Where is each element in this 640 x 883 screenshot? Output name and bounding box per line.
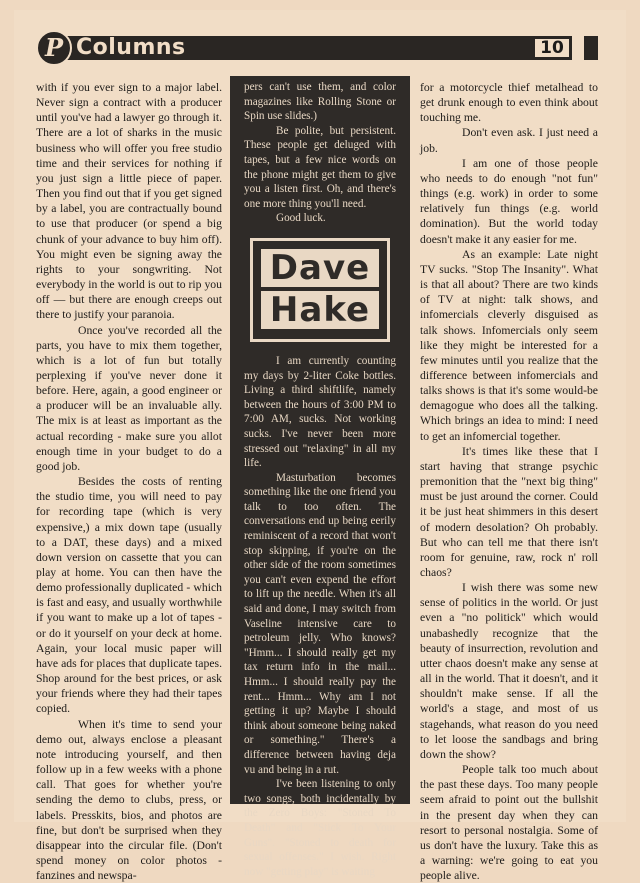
paragraph: I've been listening to only two songs, both incidentally by the Zero Boys: "Stoned To Death" and "Stick To Your Guns". "Stoned to death for sexual offenses." I wish. Right now "getting play" is waiting xyxy=(244,778,396,878)
paragraph: Besides the costs of renting the studio time, you will need to pay for recording tape (which is very expensive,) a mix down tape (usually to a DAT, these days) and a mixed down version on cassette that you can play at home. You can then have the demo professionally duplicated - which is fast and easy, and usually worthwhile if you want to make up a lot of tapes - or do it yourself on your deck at home. Again, your local music paper will have ads for places that duplicate tapes. Shop around for the best prices, or ask your friends where they had their tapes copied. xyxy=(36,475,222,716)
paragraph: Don't even ask. I just need a job. xyxy=(420,126,598,155)
paragraph: People talk too much about the past these days. Too many people seem afraid to point out the bullshit in the present day when they can resort to personal nostalgia. Some of us don't have the luxury. Take this as a warning: we're going to eat you people alive. xyxy=(420,763,598,883)
paragraph: with if you ever sign to a major label. Never sign a contract with a producer until you've had a lawyer go through it. There are a lot of sharks in the music business who will offer you free studio time and their services for nothing if you just sign a little piece of paper. Then you find out that if you get signed by a label, you are contractually bound to use that producer (or spend a big chunk of your advance to buy him off). You might even be signing away the rights to your songwriting. Not everybody in the world is out to rip you off — but there are enough creeps out there to justify your paranoia. xyxy=(36,81,222,322)
paragraph: pers can't use them, and color magazines like Rolling Stone or Spin use slides.) xyxy=(244,81,396,123)
left-column xyxy=(36,80,222,883)
paragraph: I am one of those people who needs to do enough "not fun" things (e.g. work) in order to some relatively fun things (e.g. world domination). But the world today doesn't make it any easier for me. xyxy=(420,156,598,246)
paragraph: Masturbation becomes something like the one friend you talk to too often. The conversations end up being eerily reminiscent of a record that won't stop skipping, if you're on the other side of the room sometimes you can't even expend the effort to lift up the needle. When it's all said and done, I may switch from Vaseline intensive care to petroleum jelly. Who knows? "Hmm... I should really get my tax return info in the mail... Hmm... I should really pay the rent... Hmm... Why am I not getting it up? Maybe I should think about someone being naked or something." There's a difference between having deja vu and being in a rut. xyxy=(244,471,396,776)
header-bar-end xyxy=(584,36,598,60)
paragraph: Be polite, but persistent. These people get deluged with tapes, but a few nice words on the phone might get them to give you a listen first. Oh, and there's one more thing you'll need. xyxy=(244,124,396,210)
author-first-name: Dave xyxy=(261,249,379,287)
paragraph: Good luck. xyxy=(276,212,326,225)
paragraph: Once you've recorded all the parts, you have to mix them together, which is a lot of fun but totally perplexing if you've never done it before. Here, again, a good engineer or a producer will be an invaluable ally. The mix is at least as important as the actual recording - make sure you allot enough time in your budget to do a good job. xyxy=(36,323,222,473)
paragraph: As an example: Late night TV sucks. "Stop The Insanity". What is that all about? There are two kinds of TV at night: talk shows, and infomercials cleverly disguised as talk shows. Infomercials only seem like they might be interested for a few minutes until you realize that the difference between infomercials and talks shows is that it's some would-be demagogue who does all the talking. Which brings an idea to mind: I need to get an infomercial together. xyxy=(420,247,598,443)
paragraph: I wish there was some new sense of politics in the world. Or just even a "no politick" which would unabashedly recognize that the beauty of insurrection, revolution and utter chaos doesn't make any sense at all in the world. That it doesn't, and it shouldn't make sense. If all the world's a stage, and most of us stagehands, what reason do you need to let loose the sandbags and bring down the show? xyxy=(420,581,598,761)
author-byline-box xyxy=(250,238,390,342)
paragraph: for a motorcycle thief metalhead to get drunk enough to even think about touching me. xyxy=(420,81,598,125)
paragraph: When it's time to send your demo out, always enclose a pleasant note introducing yourself, and then follow up in a few weeks with a phone call. That goes for whether you're sending the demo to clubs, press, or labels. Presskits, bios, and photos are fine, but don't be surprised when they disappear into the circular file. (Don't spend money on color photos - fanzines and newspa- xyxy=(36,717,222,883)
section-title: Columns xyxy=(76,35,186,60)
author-last-name: Hake xyxy=(261,291,379,329)
magazine-logo-icon: P xyxy=(36,30,72,66)
right-column xyxy=(420,80,598,883)
paragraph: It's times like these that I start having that strange psychic premonition that the "next big thing" must be just around the corner. Could it be just heat shimmers in this desert of modern desolation? Oh probably. But who can tell me that there isn't room for genuine, raw, rock n' roll chaos? xyxy=(420,444,598,579)
section-header xyxy=(36,32,612,66)
middle-column xyxy=(230,76,410,878)
paragraph: I am currently counting my days by 2-liter Coke bottles. Living a third shiftlife, namely between the hours of 3:00 PM to 7:00 AM, sucks. Not working sucks. I've never been more stressed out "relaxing" in all my life. xyxy=(244,354,396,470)
page-number: 10 xyxy=(532,36,572,60)
